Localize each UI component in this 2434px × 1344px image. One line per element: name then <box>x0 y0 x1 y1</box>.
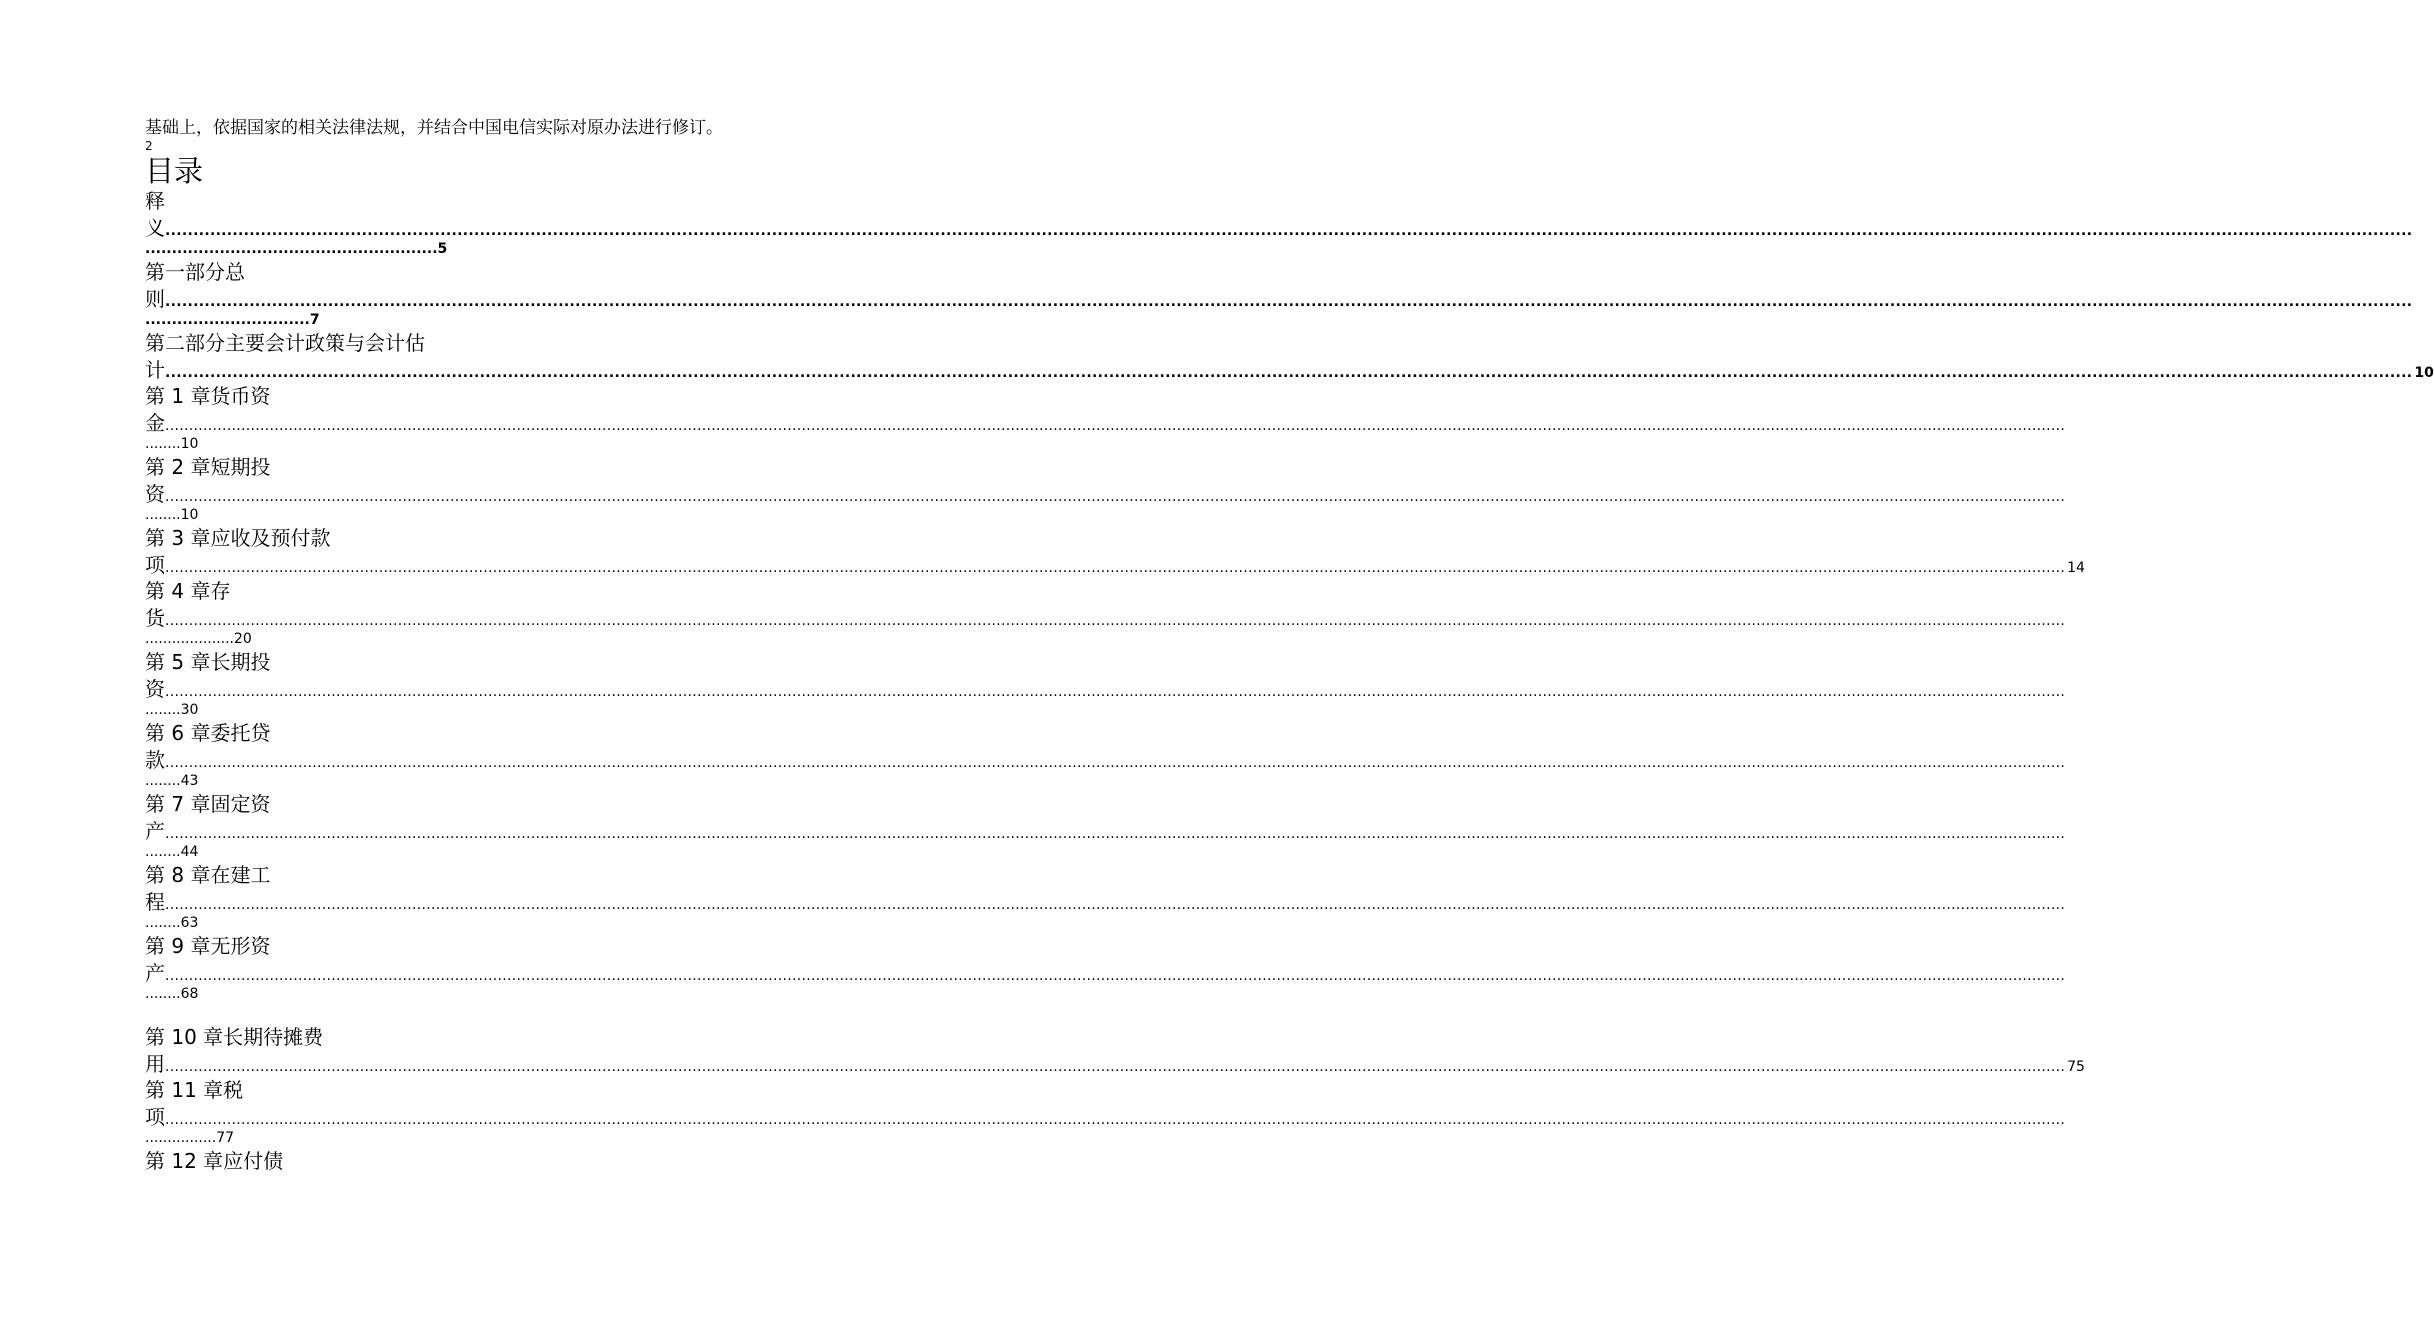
toc-entry-tail: 项 <box>145 1105 165 1129</box>
toc-dot-leader: ................................................................................................................................................................................................................................................................................................................................................................................................................ <box>165 755 2066 771</box>
toc-entry-tail: 产 <box>145 961 165 985</box>
toc-entry[interactable] <box>145 330 2434 383</box>
toc-entry[interactable] <box>145 578 2066 649</box>
page-content <box>145 116 2434 1175</box>
toc-entry-title: 第一部分总 <box>145 260 245 284</box>
toc-entry-leader-row <box>145 818 2066 844</box>
toc-entry-tail: 项 <box>145 553 165 577</box>
toc-entry-title: 第 5 章长期投 <box>145 650 271 674</box>
toc-entry[interactable] <box>145 259 2413 330</box>
toc-entry[interactable] <box>145 791 2066 862</box>
toc-entry[interactable] <box>145 454 2066 525</box>
toc-leader-continuation: ........44 <box>145 844 199 860</box>
toc-entry-leader-row <box>145 747 2066 773</box>
toc-entry[interactable] <box>145 1148 805 1175</box>
toc-entry-tail: 资 <box>145 482 165 506</box>
toc-entry-tail: 货 <box>145 606 165 630</box>
toc-entry-title: 第 11 章税 <box>145 1078 244 1102</box>
toc-dot-leader: ................................................................................................................................................................................................................................................................................................................................................................................................................ <box>165 684 2066 700</box>
toc-entry-tail: 则 <box>145 287 165 311</box>
toc-leader-continuation: ........10 <box>145 436 199 452</box>
toc-entry-tail: 程 <box>145 890 165 914</box>
toc-page-number: 75 <box>2067 1059 2085 1075</box>
toc-leader-continuation: .......................................................5 <box>145 241 448 257</box>
toc-entry-leader-row <box>145 676 2066 702</box>
page-number: 2 <box>145 139 153 153</box>
intro-paragraph: 基础上，依据国家的相关法律法规，并结合中国电信实际对原办法进行修订。 <box>145 118 723 138</box>
toc-entry-leader-row <box>145 605 2066 631</box>
toc-entry-title: 第 2 章短期投 <box>145 455 271 479</box>
toc-leader-continuation: ........10 <box>145 507 199 523</box>
toc-entry-tail: 计 <box>145 358 165 382</box>
toc-entry[interactable] <box>145 1024 2085 1077</box>
toc-leader-continuation: ....................20 <box>145 631 252 647</box>
toc-entry-tail: 产 <box>145 819 165 843</box>
toc-entry-title: 第 3 章应收及预付款 <box>145 526 331 550</box>
toc-entry[interactable] <box>145 383 2066 454</box>
toc-page-number: 14 <box>2067 560 2085 576</box>
toc-entry[interactable] <box>145 933 2066 1004</box>
toc-entry-tail: 义 <box>145 216 165 240</box>
toc-leader-continuation: ........43 <box>145 773 199 789</box>
toc-spacer <box>145 1004 805 1024</box>
toc-leader-continuation: ................77 <box>145 1130 235 1146</box>
toc-entry-title: 第 4 章存 <box>145 579 231 603</box>
toc-page-number: 10 <box>2414 365 2434 381</box>
toc-dot-leader: ................................................................................................................................................................................................................................................................................................................................................................................................................ <box>165 968 2066 984</box>
toc-entry-tail: 资 <box>145 677 165 701</box>
toc-leader-continuation: ...............................7 <box>145 312 320 328</box>
toc-entry[interactable] <box>145 188 2413 259</box>
toc-entry-leader-row <box>145 357 2434 383</box>
toc-entry-leader-row <box>145 286 2413 312</box>
toc-entry-title: 第 7 章固定资 <box>145 792 271 816</box>
table-of-contents <box>145 188 2434 1175</box>
toc-entry-leader-row <box>145 215 2413 241</box>
toc-entry-title: 第二部分主要会计政策与会计估 <box>145 331 425 355</box>
toc-dot-leader: ................................................................................................................................................................................................................................................................................................................................................................................................................ <box>165 1059 2066 1075</box>
toc-dot-leader: ................................................................................................................................................................................................................................................................................................................................................................................................................ <box>165 294 2413 310</box>
toc-entry[interactable] <box>145 720 2066 791</box>
toc-entry-title: 第 10 章长期待摊费 <box>145 1025 324 1049</box>
toc-entry[interactable] <box>145 525 2085 578</box>
toc-dot-leader: ................................................................................................................................................................................................................................................................................................................................................................................................................ <box>165 223 2413 239</box>
toc-entry-title: 第 6 章委托贷 <box>145 721 271 745</box>
toc-entry-tail: 用 <box>145 1052 165 1076</box>
toc-entry-tail: 金 <box>145 411 165 435</box>
toc-entry-title: 第 8 章在建工 <box>145 863 271 887</box>
toc-entry[interactable] <box>145 1077 2066 1148</box>
toc-dot-leader: ................................................................................................................................................................................................................................................................................................................................................................................................................ <box>165 489 2066 505</box>
toc-entry-leader-row <box>145 960 2066 986</box>
toc-entry-leader-row <box>145 410 2066 436</box>
toc-entry-title: 第 12 章应付债 <box>145 1149 284 1173</box>
toc-entry-leader-row <box>145 481 2066 507</box>
toc-dot-leader: ................................................................................................................................................................................................................................................................................................................................................................................................................ <box>165 418 2066 434</box>
toc-dot-leader: ................................................................................................................................................................................................................................................................................................................................................................................................................ <box>165 365 2413 381</box>
toc-entry-title: 第 1 章货币资 <box>145 384 271 408</box>
toc-entry-tail: 款 <box>145 748 165 772</box>
toc-leader-continuation: ........30 <box>145 702 199 718</box>
toc-leader-continuation: ........63 <box>145 915 199 931</box>
toc-entry-title: 第 9 章无形资 <box>145 934 271 958</box>
toc-entry-leader-row <box>145 889 2066 915</box>
toc-entry-leader-row <box>145 1051 2085 1077</box>
toc-dot-leader: ................................................................................................................................................................................................................................................................................................................................................................................................................ <box>165 826 2066 842</box>
toc-dot-leader: ................................................................................................................................................................................................................................................................................................................................................................................................................ <box>165 897 2066 913</box>
toc-leader-continuation: ........68 <box>145 986 199 1002</box>
toc-entry[interactable] <box>145 649 2066 720</box>
toc-title: 目录 <box>145 154 204 188</box>
toc-entry[interactable] <box>145 862 2066 933</box>
toc-dot-leader: ................................................................................................................................................................................................................................................................................................................................................................................................................ <box>165 613 2066 629</box>
toc-dot-leader: ................................................................................................................................................................................................................................................................................................................................................................................................................ <box>165 560 2066 576</box>
toc-dot-leader: ................................................................................................................................................................................................................................................................................................................................................................................................................ <box>165 1112 2066 1128</box>
toc-entry-leader-row <box>145 1104 2066 1130</box>
toc-entry-title: 释 <box>145 189 165 213</box>
toc-entry-leader-row <box>145 552 2085 578</box>
